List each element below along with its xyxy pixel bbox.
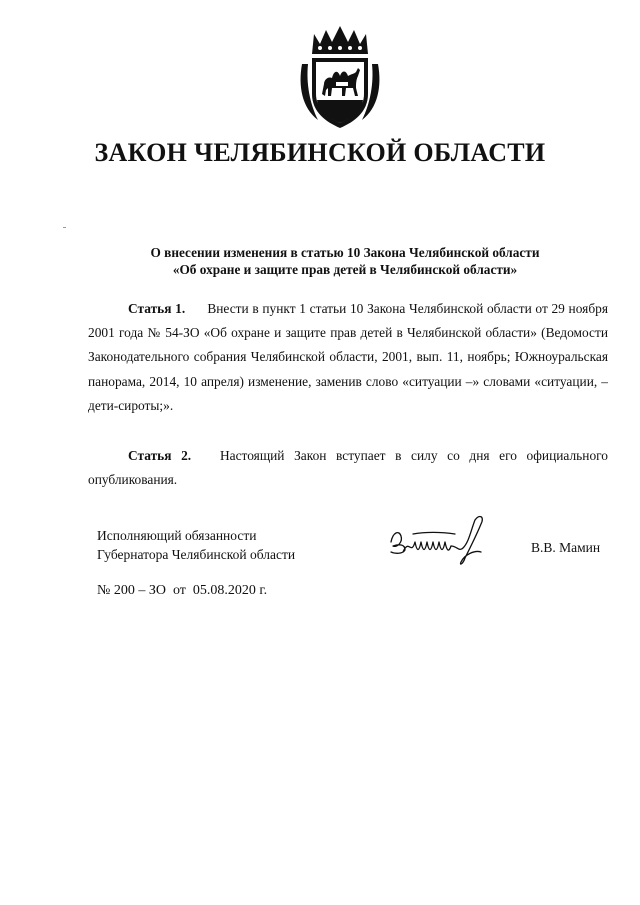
article-1-label: Статья 1.	[128, 301, 186, 316]
coat-of-arms-icon	[298, 24, 382, 132]
article-1-text: Внести в пункт 1 статьи 10 Закона Челябинской области от 29 ноября 2001 года № 54-ЗО «Об охране и защите прав детей в Челябинской области» (Ведомости Законодательного собрания Челябинской области, 2001, вып. 11, ноябрь; Южноуральская панорама, 2014, 10 апреля) изменение, заменив слово «ситуации –» словами «ситуации, – дети-сироты;».	[88, 301, 608, 413]
signatory-role-line-2: Губернатора Челябинской области	[97, 547, 296, 562]
page-title: ЗАКОН ЧЕЛЯБИНСКОЙ ОБЛАСТИ	[94, 138, 546, 167]
signatory-name: В.В. Мамин	[531, 540, 601, 555]
article-2-text: Настоящий Закон вступает в силу со дня его официального опубликования.	[88, 448, 608, 488]
signatory-role-line-1: Исполняющий обязанности	[97, 528, 257, 543]
article-2-label: Статья 2.	[128, 448, 192, 463]
law-subtitle	[0, 244, 640, 278]
article-2	[88, 444, 608, 492]
margin-mark	[63, 227, 66, 228]
signatory-role	[97, 526, 295, 564]
handwritten-signature	[385, 512, 497, 568]
article-1	[88, 297, 608, 418]
subtitle-line-2: «Об охране и защите прав детей в Челябинской области»	[172, 262, 518, 277]
law-number: № 200 – ЗО от 05.08.2020 г.	[97, 583, 268, 598]
subtitle-line-1: О внесении изменения в статью 10 Закона Челябинской области	[150, 245, 540, 260]
